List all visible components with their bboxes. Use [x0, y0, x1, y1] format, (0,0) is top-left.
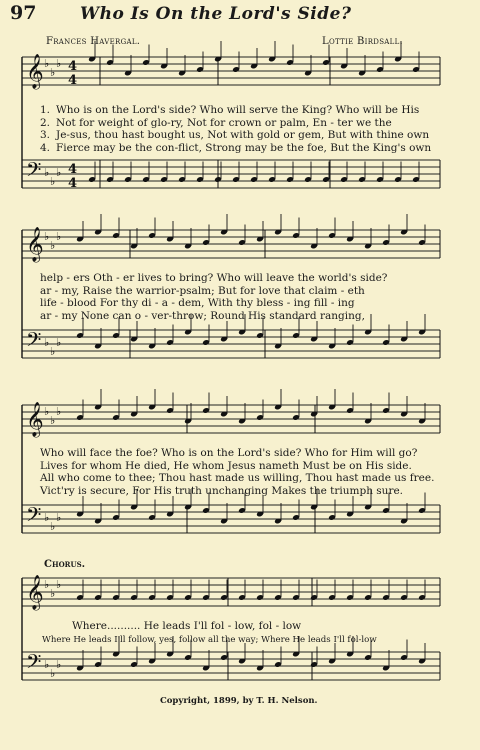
verse-line-4: ar - my None can o - ver-throw; Round His standard ranging, [40, 309, 365, 322]
flat-icon: ♭ [50, 175, 56, 188]
verse-line-3: life - blood For thy di - a - dem, With thy bless - ing fill - ing [40, 297, 355, 310]
verse-line-3: 3. Je-sus, thou hast bought us, Not with gold or gem, But with thine own [39, 129, 430, 142]
flat-icon: ♭ [50, 414, 56, 427]
bass-clef-icon: 𝄢 [26, 650, 42, 678]
treble-clef-icon: 𝄞 [26, 54, 44, 89]
verse-line-1: 1. Who is on the Lord's side? Who will serve the King? Who will be His [39, 104, 420, 116]
flat-icon: ♭ [50, 520, 56, 533]
verse-lines-system-3 [40, 447, 434, 497]
hymn-number: 97 [10, 2, 37, 24]
composer-credit: Lottie Birdsall. [322, 36, 404, 47]
flat-icon: ♭ [44, 405, 50, 418]
bass-clef-icon: 𝄢 [26, 328, 42, 356]
hymn-title: Who Is On the Lord's Side? [80, 4, 352, 24]
verse-line-1: help - ers Oth - er lives to bring? Who will leave the world's side? [40, 272, 388, 284]
time-signature-bottom: 4 [68, 176, 78, 191]
verse-line-4: Vict'ry is secure, For His truth unchanging Makes the triumph sure. [40, 484, 404, 497]
bass-clef-icon: 𝄢 [26, 158, 42, 186]
flat-icon: ♭ [44, 166, 50, 179]
verse-line-2: Lives for whom He died, He whom Jesus nameth Must be on His side. [40, 459, 412, 472]
flat-icon: ♭ [56, 57, 62, 70]
verse-line-1: Who will face the foe? Who is on the Lord's side? Who for Him will go? [40, 447, 418, 459]
copyright-notice: Copyright, 1899, by T. H. Nelson. [160, 696, 318, 706]
flat-icon: ♭ [56, 578, 62, 591]
flat-icon: ♭ [50, 345, 56, 358]
treble-clef-icon: 𝄞 [26, 575, 44, 610]
flat-icon: ♭ [56, 658, 62, 671]
flat-icon: ♭ [44, 57, 50, 70]
treble-clef-icon: 𝄞 [26, 227, 44, 262]
verse-lines-system-2 [40, 272, 387, 322]
verse-line-3: All who come to thee; Thou hast made us willing, Thou hast made us free. [40, 472, 435, 485]
verse-line-4: 4. Fierce may be the con-flict, Strong may be the foe, But the King's own [39, 141, 432, 154]
flat-icon: ♭ [56, 336, 62, 349]
treble-clef-icon: 𝄞 [26, 402, 44, 437]
flat-icon: ♭ [56, 166, 62, 179]
flat-icon: ♭ [56, 230, 62, 243]
bass-clef-icon: 𝄢 [26, 503, 42, 531]
verse-line-2: 2. Not for weight of glo-ry, Not for crown or palm, En - ter we the [39, 116, 392, 129]
time-signature-top: 4 [68, 59, 78, 74]
flat-icon: ♭ [44, 230, 50, 243]
flat-icon: ♭ [44, 658, 50, 671]
flat-icon: ♭ [44, 511, 50, 524]
time-signature-bottom: 4 [68, 73, 78, 88]
lyricist-credit: Frances Havergal. [46, 36, 141, 47]
flat-icon: ♭ [44, 336, 50, 349]
verse-lines-system-1 [36, 104, 431, 154]
verse-line-2: ar - my, Raise the warrior-psalm; But for love that claim - eth [40, 284, 365, 297]
flat-icon: ♭ [50, 239, 56, 252]
chorus-line-2: Where He leads I'll follow, yes, follow all the way; Where He leads I'll fol-low [42, 635, 377, 645]
chorus-heading: Chorus. [44, 559, 86, 570]
time-signature-top: 4 [68, 162, 78, 177]
flat-icon: ♭ [56, 511, 62, 524]
flat-icon: ♭ [50, 667, 56, 680]
flat-icon: ♭ [56, 405, 62, 418]
flat-icon: ♭ [50, 587, 56, 600]
flat-icon: ♭ [44, 578, 50, 591]
flat-icon: ♭ [50, 66, 56, 79]
chorus-line-1: Where.......... He leads I'll fol - low, fol - low [72, 620, 302, 632]
